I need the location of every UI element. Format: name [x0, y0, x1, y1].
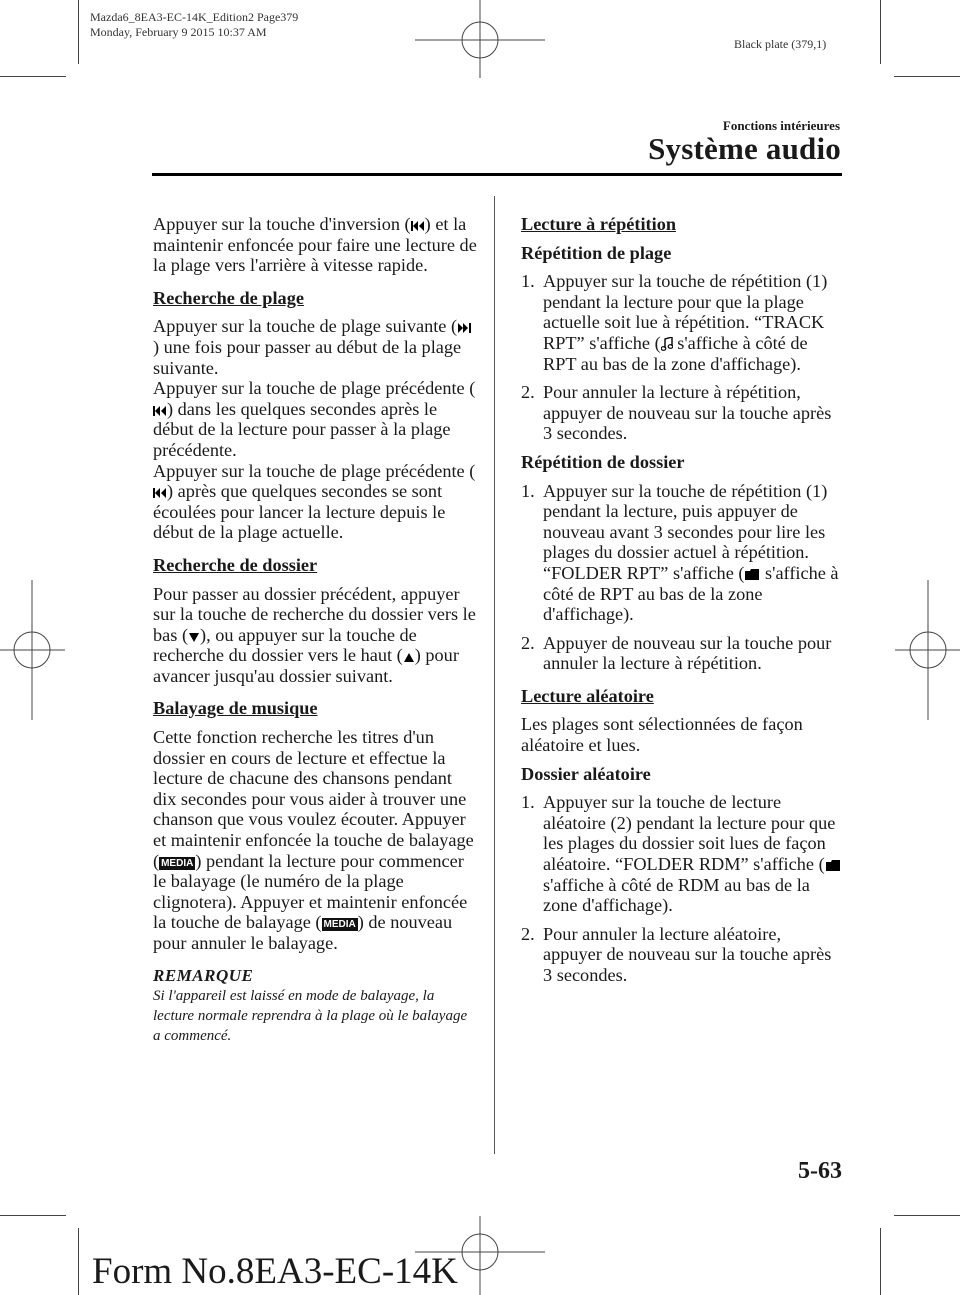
list-item: 2. Appuyer de nouveau sur la touche pour annuler la lecture à répétition.	[521, 632, 832, 674]
media-icon: MEDIA	[161, 857, 194, 869]
print-header-line1: Mazda6_8EA3-EC-14K_Edition2 Page379	[90, 10, 299, 24]
page-number: 5-63	[798, 1158, 842, 1184]
track-search-p1: Appuyer sur la touche de plage suivante () une fois pour passer au début de la plage suivante.	[153, 316, 477, 378]
print-header-plate: Black plate (379,1)	[734, 37, 827, 51]
heading-random: Lecture aléatoire	[521, 685, 654, 706]
crop-mark	[894, 1215, 960, 1216]
previous-track-icon	[153, 487, 167, 499]
left-column	[153, 214, 477, 1046]
list-item: 1. Appuyer sur la touche de répétition (1) pendant la lecture, puis appuyer de nouveau avant 3 secondes pour lire les plages du dossier actuel à répétition. “FOLDER RPT” s'affiche ( s'affiche à côté de RPT au bas de la zone d'affichage).	[521, 480, 839, 625]
crop-mark	[78, 1228, 79, 1295]
subheading-track-repeat: Répétition de plage	[521, 242, 672, 263]
track-search-p2: Appuyer sur la touche de plage précédente () dans les quelques secondes après le début de la lecture pour passer à la plage précédente.	[153, 378, 476, 460]
crop-mark	[0, 1215, 66, 1216]
registration-mark	[0, 580, 65, 720]
next-track-icon	[457, 322, 471, 334]
header-rule	[152, 173, 842, 176]
folder-icon	[744, 568, 760, 581]
heading-repeat: Lecture à répétition	[521, 214, 677, 234]
subheading-folder-random: Dossier aléatoire	[521, 763, 651, 784]
random-text: Les plages sont sélectionnées de façon aléatoire et lues.	[521, 714, 803, 756]
media-icon: MEDIA	[323, 919, 356, 931]
heading-folder-search: Recherche de dossier	[153, 554, 318, 575]
right-column	[521, 214, 843, 986]
crop-mark	[0, 76, 66, 77]
list-item: 2. Pour annuler la lecture à répétition, appuyer de nouveau sur la touche après 3 secondes.	[521, 382, 832, 444]
registration-mark	[895, 580, 960, 720]
intro-paragraph: Appuyer sur la touche d'inversion ( ) et la maintenir enfoncée pour faire une lecture de la plage vers l'arrière à vitesse rapide.	[153, 214, 477, 276]
folder-up-icon	[403, 651, 415, 663]
list-item: 2. Pour annuler la lecture aléatoire, appuyer de nouveau sur la touche après 3 secondes.	[521, 923, 832, 985]
remark-text: Si l'appareil est laissé en mode de balayage, la lecture normale reprendra à la plage où le balayage a commencé.	[153, 988, 468, 1045]
crop-mark	[880, 0, 881, 64]
section-title: Système audio	[648, 131, 841, 166]
crop-mark	[880, 1228, 881, 1295]
rewind-icon	[411, 220, 425, 232]
folder-down-icon	[188, 631, 200, 643]
heading-track-search: Recherche de plage	[153, 287, 304, 308]
folder-icon	[825, 859, 841, 872]
previous-track-icon	[153, 405, 167, 417]
crop-mark	[78, 0, 79, 64]
crop-mark	[894, 76, 960, 77]
registration-mark	[415, 0, 545, 80]
list-item: 1. Appuyer sur la touche de répétition (1) pendant la lecture pour que la plage actuelle soit lue à répétition. “TRACK RPT” s'affiche ( s'affiche à côté de RPT au bas de la zone d'affichage).	[521, 271, 828, 374]
print-header-file	[90, 10, 298, 40]
subheading-folder-repeat: Répétition de dossier	[521, 451, 685, 472]
music-note-icon	[661, 337, 673, 351]
heading-music-scan: Balayage de musique	[153, 698, 318, 719]
section-category: Fonctions intérieures	[722, 118, 840, 133]
column-divider	[494, 196, 495, 1154]
form-number: Form No.8EA3-EC-14K	[92, 1251, 458, 1292]
track-search-p3: Appuyer sur la touche de plage précédente () après que quelques secondes se sont écoulées pour lancer la lecture depuis le début de la plage actuelle.	[153, 460, 476, 543]
folder-search-text: Pour passer au dossier précédent, appuyer sur la touche de recherche du dossier vers le bas ( ), ou appuyer sur la touche de recherche du dossier vers le haut ( ) pour avancer jusqu'au dossier suivant.	[153, 583, 476, 686]
remark-title: REMARQUE	[153, 965, 254, 985]
music-scan-text: Cette fonction recherche les titres d'un dossier en cours de lecture et effectue la lecture de chacune des chansons pendant dix secondes pour vous aider à trouver une chanson que vous voulez écouter. Appuyer et maintenir enfoncée la touche de balayage ( MEDIA ) pendant la lecture pour commencer le balayage (le numéro de la plage clignotera). Appuyer et maintenir enfoncée la touche de balayage ( MEDIA ) de nouveau pour annuler le balayage.	[153, 727, 474, 953]
print-header-line2: Monday, February 9 2015 10:37 AM	[90, 25, 267, 39]
list-item: 1. Appuyer sur la touche de lecture aléatoire (2) pendant la lecture pour que les plages du dossier soit lues de façon aléatoire. “FOLDER RDM” s'affiche ( s'affiche à côté de RDM au bas de la zone d'affichage).	[521, 792, 843, 916]
